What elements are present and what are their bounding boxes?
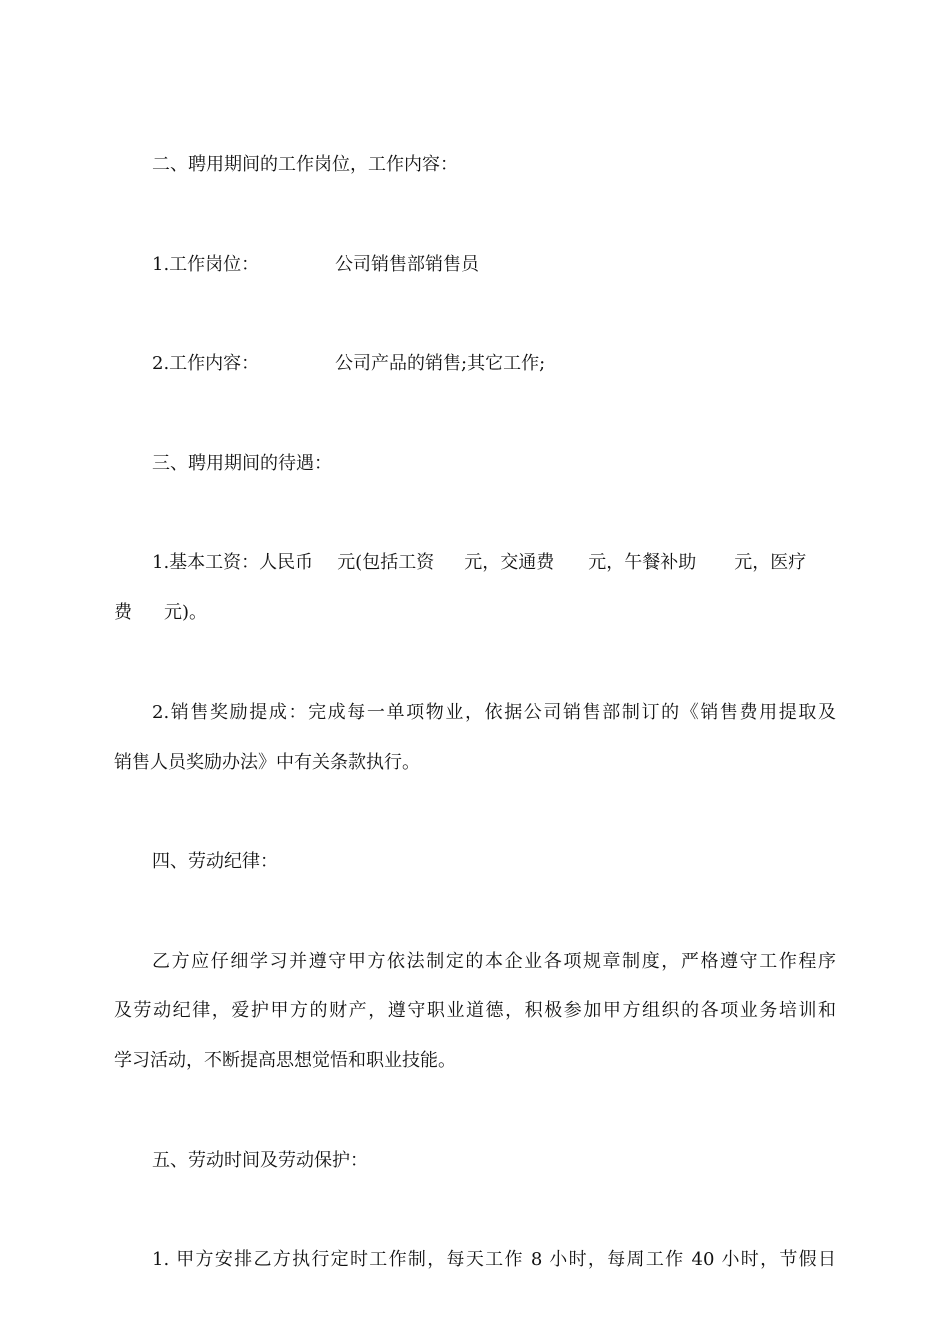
discipline-line-3: 学习活动，不断提高思想觉悟和职业技能。 <box>114 1050 456 1071</box>
salary-line2-a: 费 <box>114 602 132 623</box>
sales-bonus-line-2: 销售人员奖励办法》中有关条款执行。 <box>114 752 420 773</box>
work-hours-line-1: 1. 甲方安排乙方执行定时工作制，每天工作 8 小时，每周工作 40 小时，节假日 <box>152 1249 836 1270</box>
salary-line2-b: 元)。 <box>164 602 208 623</box>
job-position-row <box>152 252 874 278</box>
salary-part-a: 1.基本工资：人民币 <box>152 552 314 573</box>
salary-part-d: 元，午餐补助 <box>588 552 697 573</box>
job-position-value: 公司销售部销售员 <box>335 254 479 275</box>
discipline-line-2: 及劳动纪律，爱护甲方的财产，遵守职业道德，积极参加甲方组织的各项业务培训和 <box>114 1000 836 1021</box>
section-heading-3: 三、聘用期间的待遇： <box>152 453 332 474</box>
job-position-label: 1.工作岗位： <box>152 254 260 275</box>
basic-salary-line-1 <box>152 550 836 576</box>
job-content-value: 公司产品的销售;其它工作; <box>335 353 546 374</box>
job-content-row <box>152 351 874 377</box>
salary-part-c: 元，交通费 <box>464 552 555 573</box>
salary-part-e: 元，医疗 <box>734 552 807 573</box>
section-heading-2: 二、聘用期间的工作岗位，工作内容： <box>152 154 458 175</box>
salary-part-b: 元(包括工资 <box>337 552 435 573</box>
basic-salary-line-2 <box>114 600 836 626</box>
job-content-label: 2.工作内容： <box>152 353 260 374</box>
section-heading-4: 四、劳动纪律： <box>152 851 278 872</box>
discipline-line-1: 乙方应仔细学习并遵守甲方依法制定的本企业各项规章制度，严格遵守工作程序 <box>152 951 836 972</box>
sales-bonus-line-1: 2.销售奖励提成：完成每一单项物业，依据公司销售部制订的《销售费用提取及 <box>152 702 836 723</box>
section-heading-5: 五、劳动时间及劳动保护： <box>152 1150 368 1171</box>
